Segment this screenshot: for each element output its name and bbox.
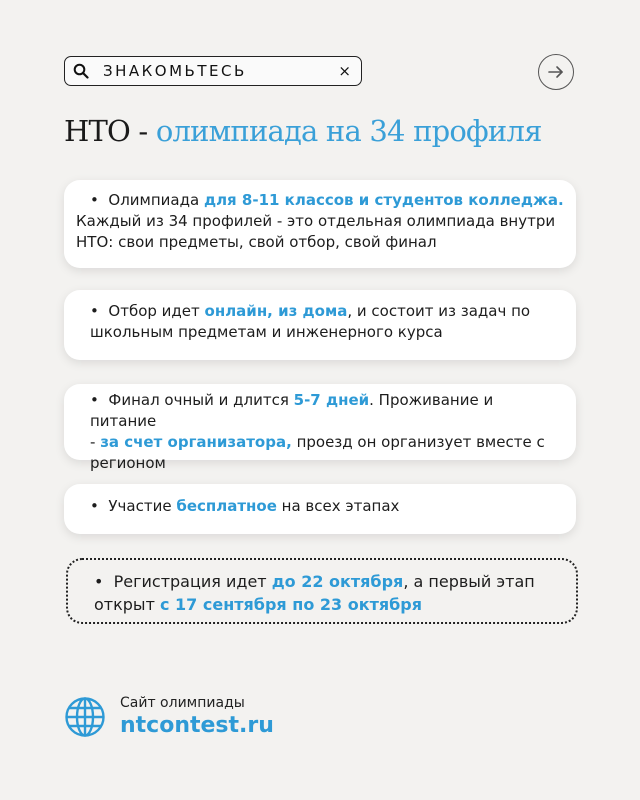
card-highlight: онлайн, из дома: [204, 302, 348, 320]
info-card-selection: [64, 290, 576, 360]
card-text: Финал очный и длится: [108, 391, 294, 409]
info-card-free: [64, 484, 576, 534]
card-text: Регистрация идет: [113, 572, 272, 591]
footer-label: Сайт олимпиады: [120, 695, 245, 711]
globe-icon: [64, 696, 106, 738]
search-query[interactable]: ЗНАКОМЬТЕСЬ: [103, 62, 247, 80]
bullet: •: [90, 302, 99, 320]
info-card-registration: [66, 558, 578, 624]
footer: [64, 695, 274, 738]
bullet: •: [90, 391, 99, 409]
arrow-right-icon: [546, 62, 566, 82]
close-icon[interactable]: ×: [338, 62, 351, 80]
card-highlight: бесплатное: [176, 497, 277, 515]
card-text-middle: . Проживание и питание: [90, 391, 494, 430]
card-text-continued: проезд он организует вместе с регионом: [90, 433, 545, 472]
card-text-continued: Каждый из 34 профилей - это отдельная олимпиада внутри НТО: свои предметы, свой отбор, свой финал: [76, 212, 556, 251]
card-text: Отбор идет: [108, 302, 205, 320]
card-highlight-2: за счет организатора,: [100, 433, 292, 451]
site-link[interactable]: ntcontest.ru: [120, 713, 274, 738]
card-highlight: до 22 октября: [271, 572, 404, 591]
title-highlight: олимпиада на 34 профиля: [155, 114, 542, 148]
bullet: •: [94, 572, 104, 591]
card-highlight-2: с 17 сентября по 23 октября: [159, 595, 423, 614]
info-card-final: [64, 384, 576, 472]
bullet: •: [90, 497, 99, 515]
next-button[interactable]: [538, 54, 574, 90]
footer-text: [120, 695, 274, 738]
card-text-middle: , а первый этап открыт: [94, 572, 535, 614]
card-highlight: 5-7 дней: [293, 391, 370, 409]
page-title: [64, 114, 542, 148]
search-icon: [73, 63, 89, 79]
search-bar[interactable]: [64, 56, 362, 86]
card-highlight: для 8-11 классов и студентов колледжа.: [203, 191, 564, 209]
title-prefix: НТО -: [64, 114, 156, 148]
info-card-audience: [64, 180, 576, 268]
card-dash: -: [90, 433, 101, 451]
card-text: Участие: [108, 497, 177, 515]
bullet: •: [90, 191, 99, 209]
card-text: Олимпиада: [108, 191, 204, 209]
card-text-continued: на всех этапах: [276, 497, 400, 515]
card-text-continued: , и состоит из задач по школьным предметам и инженерного курса: [90, 302, 531, 341]
